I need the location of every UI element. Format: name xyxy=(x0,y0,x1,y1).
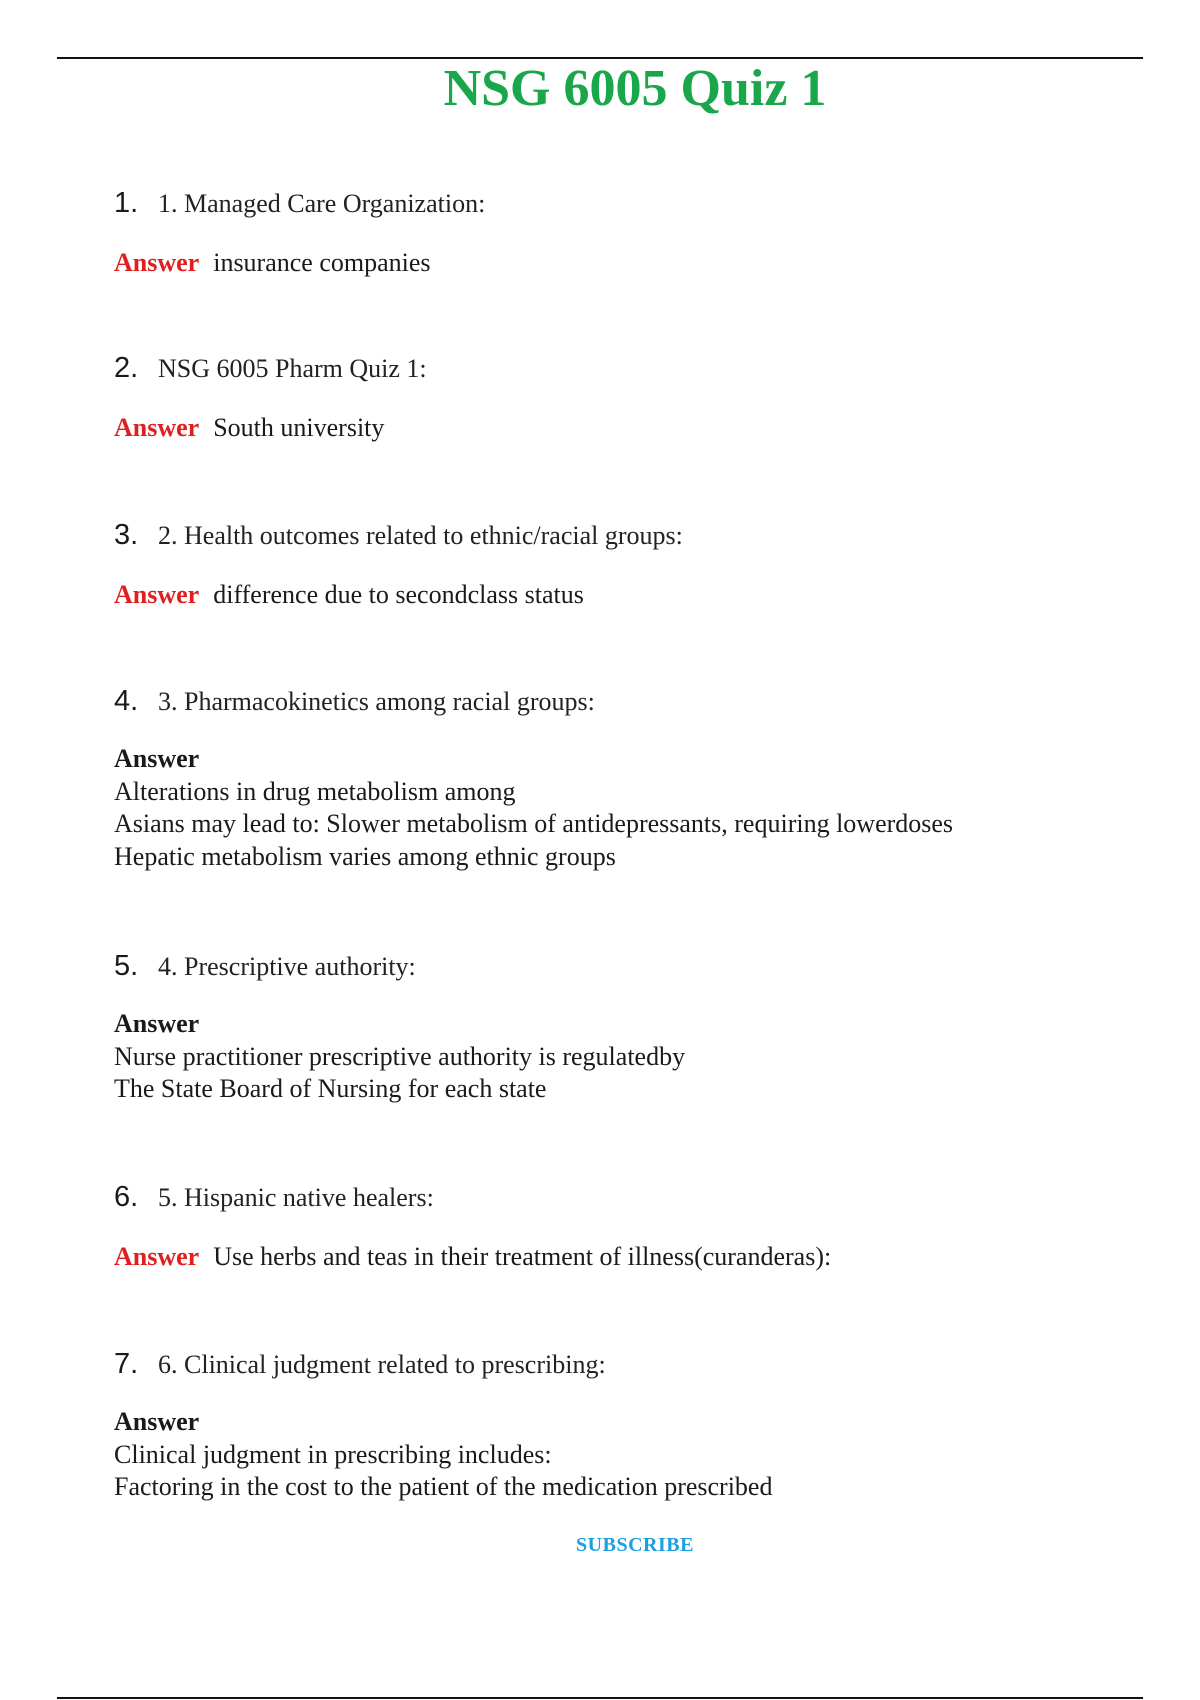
answer xyxy=(114,1008,1114,1106)
answer-line: Clinical judgment in prescribing includes: xyxy=(114,1439,552,1469)
answer xyxy=(114,1241,1114,1273)
question-header xyxy=(114,515,1114,555)
question-item xyxy=(114,681,1114,873)
question-header xyxy=(114,348,1114,388)
question-number: 3. xyxy=(114,519,139,551)
answer-label: Answer xyxy=(114,1407,200,1436)
answer-text: insurance companies xyxy=(213,248,431,277)
question-text: 2. Health outcomes related to ethnic/racial groups: xyxy=(158,521,683,550)
question-item xyxy=(114,515,1114,611)
bottom-divider xyxy=(57,1697,1143,1699)
answer xyxy=(114,579,1114,611)
question-text: 6. Clinical judgment related to prescribing: xyxy=(158,1350,606,1379)
answer-text: difference due to secondclass status xyxy=(213,580,584,609)
question-header xyxy=(114,681,1114,721)
answer-label: Answer xyxy=(114,744,200,773)
answer-label: Answer xyxy=(114,1242,200,1271)
answer-line: Asians may lead to: Slower metabolism of antidepressants, requiring lowerdoses xyxy=(114,809,954,838)
answer xyxy=(114,247,1114,279)
answer xyxy=(114,1406,1114,1504)
answer-text: South university xyxy=(213,413,385,442)
question-header xyxy=(114,183,1114,223)
answer-label: Answer xyxy=(114,580,200,609)
answer-line: Factoring in the cost to the patient of the medication prescribed xyxy=(114,1472,773,1501)
question-item xyxy=(114,348,1114,444)
question-text: 5. Hispanic native healers: xyxy=(158,1183,434,1212)
answer-label: Answer xyxy=(114,413,200,442)
subscribe-link[interactable]: SUBSCRIBE xyxy=(576,1534,694,1556)
answer-text: Use herbs and teas in their treatment of illness(curanderas): xyxy=(213,1242,832,1271)
question-number: 2. xyxy=(114,352,139,384)
top-divider xyxy=(57,57,1143,59)
question-text: 1. Managed Care Organization: xyxy=(158,189,486,218)
question-number: 6. xyxy=(114,1181,139,1213)
answer-line: Alterations in drug metabolism among xyxy=(114,776,516,806)
question-item xyxy=(114,183,1114,279)
question-item xyxy=(114,1177,1114,1273)
question-number: 1. xyxy=(114,187,139,219)
question-header xyxy=(114,1344,1114,1384)
question-number: 5. xyxy=(114,950,139,982)
answer xyxy=(114,412,1114,444)
answer-label: Answer xyxy=(114,248,200,277)
question-header xyxy=(114,1177,1114,1217)
question-number: 4. xyxy=(114,685,139,717)
question-item xyxy=(114,1344,1114,1504)
question-text: 4. Prescriptive authority: xyxy=(158,952,416,981)
question-text: NSG 6005 Pharm Quiz 1: xyxy=(158,354,427,383)
answer xyxy=(114,743,1114,873)
answer-label: Answer xyxy=(114,1009,200,1038)
answer-line: The State Board of Nursing for each state xyxy=(114,1074,547,1103)
page-title: NSG 6005 Quiz 1 xyxy=(443,60,827,117)
question-text: 3. Pharmacokinetics among racial groups: xyxy=(158,687,595,716)
question-number: 7. xyxy=(114,1348,139,1380)
answer-line: Hepatic metabolism varies among ethnic groups xyxy=(114,841,616,871)
question-item xyxy=(114,946,1114,1106)
answer-line: Nurse practitioner prescriptive authority is regulatedby xyxy=(114,1041,686,1071)
question-header xyxy=(114,946,1114,986)
